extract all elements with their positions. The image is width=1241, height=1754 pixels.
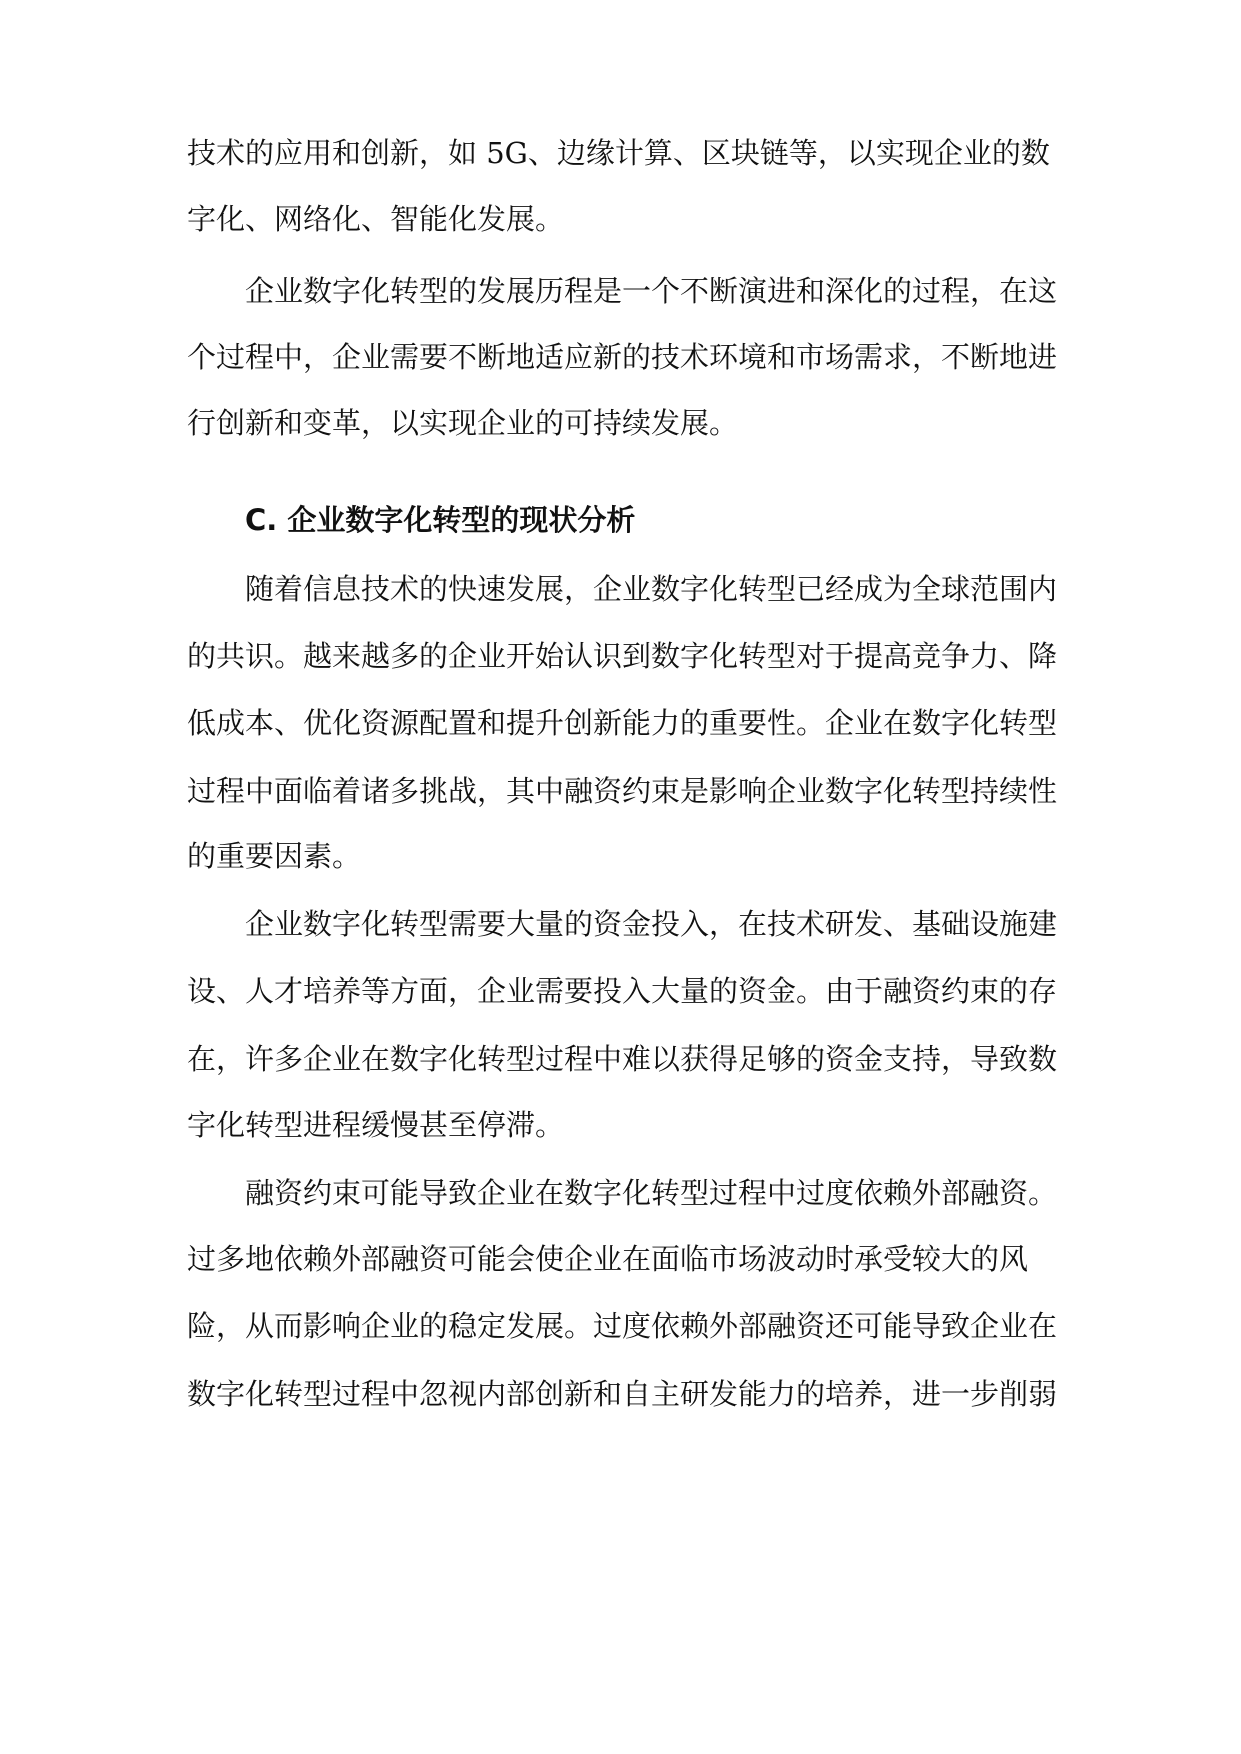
text-line: 设、人才培养等方面，企业需要投入大量的资金。由于融资约束的存 — [187, 974, 1058, 1008]
section-heading: C. 企业数字化转型的现状分析 — [245, 503, 636, 537]
text-line: 个过程中，企业需要不断地适应新的技术环境和市场需求，不断地进 — [187, 340, 1058, 374]
text-line: 行创新和变革，以实现企业的可持续发展。 — [187, 406, 739, 440]
text-line: 过多地依赖外部融资可能会使企业在面临市场波动时承受较大的风 — [187, 1242, 1029, 1276]
text-line: 技术的应用和创新，如 5G、边缘计算、区块链等，以实现企业的数 — [187, 136, 1050, 170]
text-line: 过程中面临着诸多挑战，其中融资约束是影响企业数字化转型持续性 — [187, 774, 1058, 808]
text-line: 随着信息技术的快速发展，企业数字化转型已经成为全球范围内 — [245, 572, 1058, 606]
text-line: 数字化转型过程中忽视内部创新和自主研发能力的培养，进一步削弱 — [187, 1377, 1058, 1411]
text-line: 字化转型进程缓慢甚至停滞。 — [187, 1108, 565, 1142]
text-line: 险，从而影响企业的稳定发展。过度依赖外部融资还可能导致企业在 — [187, 1309, 1058, 1343]
text-line: 融资约束可能导致企业在数字化转型过程中过度依赖外部融资。 — [245, 1176, 1058, 1210]
text-line: 在，许多企业在数字化转型过程中难以获得足够的资金支持，导致数 — [187, 1042, 1058, 1076]
text-line: 低成本、优化资源配置和提升创新能力的重要性。企业在数字化转型 — [187, 706, 1058, 740]
text-line: 企业数字化转型的发展历程是一个不断演进和深化的过程，在这 — [245, 274, 1058, 308]
text-line: 字化、网络化、智能化发展。 — [187, 202, 565, 236]
text-line: 企业数字化转型需要大量的资金投入，在技术研发、基础设施建 — [245, 907, 1058, 941]
text-line: 的共识。越来越多的企业开始认识到数字化转型对于提高竞争力、降 — [187, 639, 1058, 673]
text-line: 的重要因素。 — [187, 839, 362, 873]
